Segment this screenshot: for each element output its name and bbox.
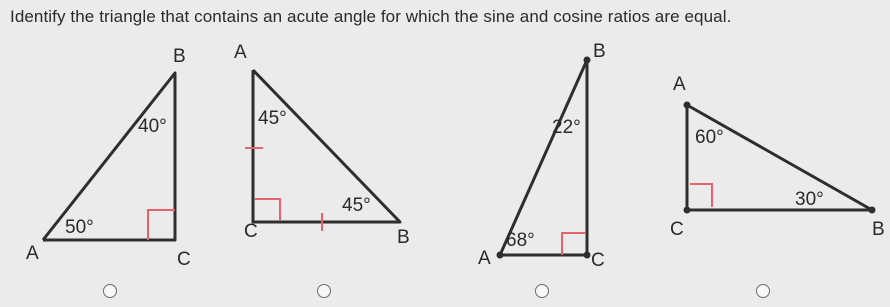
triangle-1	[26, 46, 191, 270]
triangle-4-angle-a: 60°	[695, 127, 724, 148]
triangle-3	[478, 41, 606, 271]
triangle-1-label-b: B	[173, 46, 186, 67]
answer-option-1-radio[interactable]	[103, 284, 117, 298]
triangle-1-label-a: A	[26, 243, 39, 264]
triangle-3-label-c: C	[591, 250, 605, 271]
triangle-2	[234, 42, 410, 248]
triangle-1-angle-b: 40°	[138, 116, 167, 137]
triangle-3-sides	[500, 60, 587, 255]
triangle-1-label-c: C	[177, 249, 191, 270]
triangle-3-right-angle-mark	[562, 233, 586, 255]
triangle-3-label-a: A	[478, 248, 491, 269]
triangle-4-angle-b: 30°	[795, 189, 824, 210]
triangle-3-point-a	[497, 252, 504, 259]
triangle-2-label-a: A	[234, 42, 247, 63]
triangle-4-point-b	[869, 207, 876, 214]
triangle-2-angle-a: 45°	[258, 108, 287, 129]
triangle-1-sides	[43, 73, 175, 240]
triangle-4-right-angle-mark	[690, 184, 712, 207]
triangle-1-angle-a: 50°	[65, 217, 94, 238]
triangle-4-label-a: A	[673, 74, 686, 95]
answer-option-3-radio[interactable]	[535, 284, 549, 298]
triangle-3-point-b	[584, 57, 591, 64]
answer-option-2-radio[interactable]	[317, 284, 331, 298]
triangle-3-angle-a: 68°	[506, 230, 535, 251]
triangle-2-right-angle-mark	[255, 199, 280, 220]
triangle-4-label-c: C	[670, 219, 684, 240]
triangle-2-label-c: C	[244, 221, 258, 242]
triangle-4-label-b: B	[872, 219, 885, 240]
triangle-3-point-c	[584, 252, 591, 259]
question-text: Identify the triangle that contains an acute angle for which the sine and cosine ratios are equal.	[10, 7, 732, 26]
triangle-4-point-c	[684, 207, 691, 214]
triangle-1-right-angle-mark	[148, 210, 175, 240]
triangle-2-label-b: B	[397, 227, 410, 248]
answer-option-4-radio[interactable]	[756, 284, 770, 298]
triangle-3-angle-b: 22°	[552, 117, 581, 138]
triangle-2-angle-b: 45°	[342, 195, 371, 216]
triangle-4-point-a	[684, 102, 691, 109]
triangle-4	[670, 74, 885, 240]
triangle-4-sides	[687, 105, 872, 210]
triangle-3-label-b: B	[593, 41, 606, 62]
